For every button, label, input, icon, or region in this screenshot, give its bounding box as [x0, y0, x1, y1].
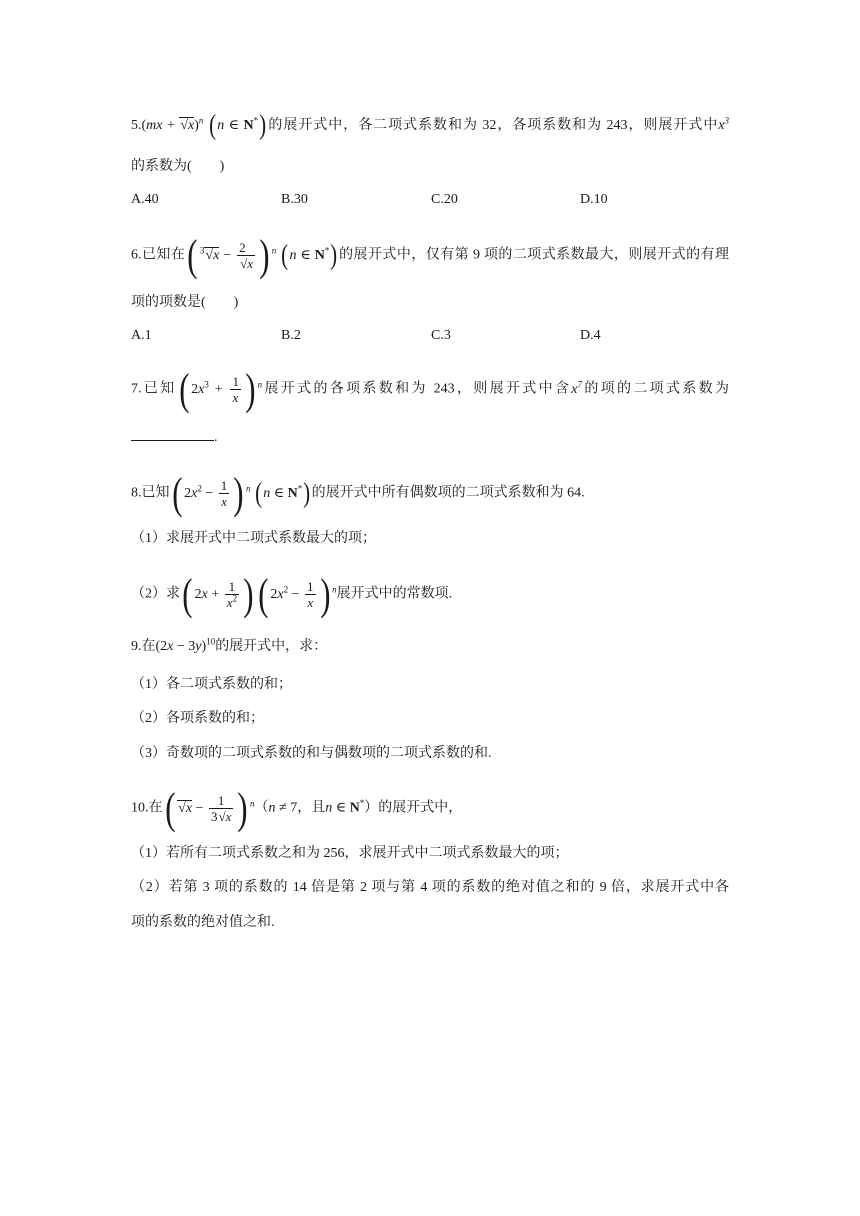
q6-option-d: D.4	[580, 328, 601, 343]
q7-stem-a: 展开式的各项系数和为 243，则展开式中含	[262, 381, 572, 397]
q5-line1	[131, 110, 729, 141]
q9-formula: $(2x - 3y)^{10}$	[155, 636, 216, 654]
q5-option-a: A.40	[131, 192, 159, 207]
q8-stem: 的展开式中所有偶数项的二项式系数和为 64.	[311, 485, 585, 501]
q6-line2: 项的项数是( )	[131, 295, 239, 310]
q10-sub2-line2: 项的系数的绝对值之和.	[131, 915, 275, 930]
q10-cond-a: n	[268, 800, 276, 816]
q9-sub2: （2）各项系数的和；	[131, 711, 264, 726]
q10-sub1: （1）若所有二项式系数之和为 256，求展开式中二项式系数最大的项；	[131, 846, 569, 861]
q7-var-x7: $x^7$	[571, 379, 583, 397]
q8-sub2	[131, 569, 453, 619]
q6-option-c: C.3	[431, 328, 451, 343]
q7-number: 7.已知	[131, 381, 177, 397]
q8-number: 8.已知	[131, 485, 170, 501]
q7-answer-blank[interactable]: .	[131, 426, 218, 448]
q5-option-b: B.30	[281, 192, 308, 207]
q5-formula: (mx + √x)$^n$ (n ∈ N*)	[141, 110, 267, 141]
q9-number: 9.在	[131, 639, 156, 654]
q9-sub1: （1）各二项式系数的和；	[131, 677, 292, 692]
q5-line2: 的系数为( )	[131, 159, 225, 174]
q7-formula: ( $2x^3$ + $\frac{1}{x}$ ) $^n$	[178, 364, 263, 414]
q6-line1	[131, 230, 730, 280]
q7-stem-b: 的项的二项式系数为	[582, 381, 730, 397]
q9-sub3: （3）奇数项的二项式系数的和与偶数项的二项式系数的和.	[131, 746, 492, 761]
q5-option-c: C.20	[431, 192, 458, 207]
q10-sub2-line1: （2）若第 3 项的系数的 14 倍是第 2 项与第 4 项的系数的绝对值之和的 9 倍，求展开式中各	[131, 880, 729, 895]
q8-line1	[131, 468, 585, 518]
q8-sub1: （1）求展开式中二项式系数最大的项；	[131, 531, 376, 546]
q6-option-a: A.1	[131, 328, 152, 343]
q6-number: 6.已知在	[131, 247, 186, 263]
q8-sub2-formula: ( 2x + $\frac{1}{x^2}$ )( $2x^2$ − $\frac{1}{x}$ ) $^n$	[182, 569, 337, 619]
q8-sub2-text: 展开式中的常数项.	[336, 586, 453, 602]
q5-option-d: D.10	[580, 192, 608, 207]
q5-number: 5.	[131, 118, 142, 134]
q10-line1: 10.在( √x − $\frac{1}{3√x}$ ) $^n$（n ≠ 7，且n ∈ N*）的展开式中，	[131, 783, 463, 833]
q6-formula: ( $^3$√x − $\frac{2}{√x}$ ) $^n$ (n ∈ N*)	[187, 230, 338, 280]
q10-stem: 的展开式中，	[378, 800, 463, 816]
q10-cond-mid: ，且	[297, 800, 326, 816]
q6-stem: 的展开式中，仅有第 9 项的二项式系数最大，则展开式的有理	[338, 247, 730, 263]
q9-stem: 的展开式中，求：	[215, 639, 328, 654]
q5-stem: 的展开式中，各二项式系数和为 32，各项系数和为 243，则展开式中	[267, 118, 719, 134]
q10-number: 10.在	[131, 800, 163, 816]
q8-sub2-prefix: （2）求	[131, 586, 180, 602]
q6-option-b: B.2	[281, 328, 301, 343]
q9-line1	[131, 637, 327, 657]
q7-line1	[131, 364, 730, 414]
q5-var-x3: $x^3$	[718, 115, 729, 134]
q10-formula: ( √x − $\frac{1}{3√x}$ ) $^n$	[164, 783, 255, 833]
q8-formula: ( $2x^2$ − $\frac{1}{x}$ ) $^n$ (n ∈ N*)	[171, 468, 311, 518]
